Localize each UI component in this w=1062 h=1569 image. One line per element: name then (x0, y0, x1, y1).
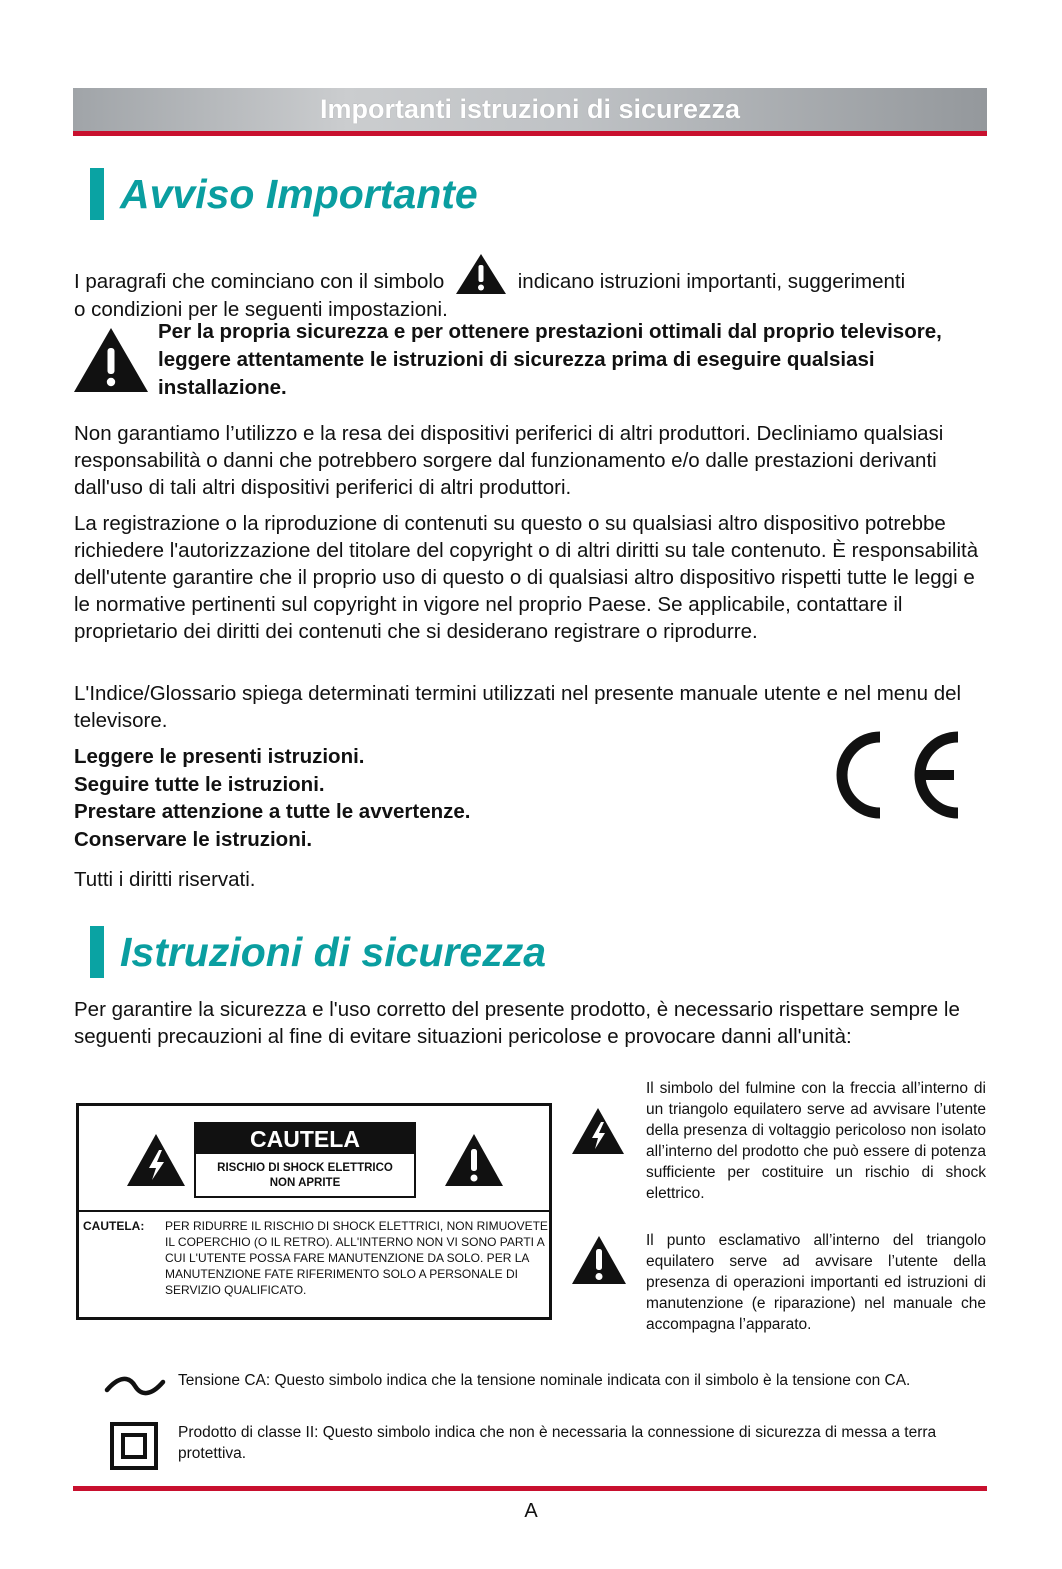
intro-text-after: indicano istruzioni importanti, suggerimenti (517, 270, 906, 293)
instruction-line: Seguire tutte le istruzioni. (74, 772, 325, 796)
warning-triangle-icon (570, 1234, 628, 1286)
caution-subtitle-line: NON APRITE (269, 1177, 341, 1189)
caution-title-box (194, 1122, 416, 1198)
page-header-title: Importanti istruzioni di sicurezza (319, 94, 741, 124)
page-header-bar (73, 88, 987, 136)
section-title-notice (90, 168, 478, 220)
footer-rule (73, 1486, 987, 1491)
ce-mark-icon (818, 725, 968, 825)
warning-triangle-icon (72, 326, 150, 394)
warning-triangle-icon (443, 1132, 505, 1188)
instruction-line: Prestare attenzione a tutte le avvertenze. (74, 800, 471, 823)
caution-subtitle (196, 1161, 414, 1191)
safety-intro: Per garantire la sicurezza e l'uso corretto del presente prodotto, è necessario rispettare sempre le seguenti precauzioni al fine di evitare situazioni pericolose e provocare danni all'unità: (74, 998, 960, 1048)
warning-triangle-icon (454, 252, 508, 296)
safety-warning-text: Per la propria sicurezza e per ottenere prestazioni ottimali dal proprio televisore, leggere attentamente le istruzioni di sicurezza prima di eseguire qualsiasi installazione. (158, 320, 942, 399)
page-number: A (524, 1500, 538, 1522)
section-accent-bar (90, 926, 104, 978)
lightning-triangle-icon (125, 1132, 187, 1188)
class-ii-icon (110, 1422, 158, 1470)
notice-paragraph-1: Non garantiamo l’utilizzo e la resa dei dispositivi periferici di altri produttori. Decliniamo qualsiasi responsabilità o danni che potrebbero sorgere dal funzionamento e/o dalle prestazioni derivanti dall'uso di tali altri dispositivi periferici di altri produttori. (74, 422, 944, 499)
caution-subtitle-line: RISCHIO DI SHOCK ELETTRICO (217, 1162, 393, 1174)
caution-label-box (76, 1103, 552, 1320)
instruction-line: Conservare le istruzioni. (74, 827, 313, 851)
class-ii-description: Prodotto di classe II: Questo simbolo indica che non è necessaria la connessione di sicurezza di messa a terra protettiva. (178, 1424, 937, 1462)
lightning-symbol-description: Il simbolo del fulmine con la freccia all’interno di un triangolo equilatero serve ad avvisare l’utente della presenza di voltaggio pericoloso non isolato all’interno del prodotto che può essere di potenza sufficiente per costituire un rischio di shock elettrico. (646, 1080, 986, 1202)
instructions-list (74, 743, 674, 853)
section-title-safety (90, 926, 546, 978)
notice-paragraph-3: L'Indice/Glossario spiega determinati termini utilizzati nel presente manuale utente e nel menu del televisore. (74, 682, 962, 732)
caution-title: CAUTELA (196, 1124, 414, 1154)
instruction-line: Leggere le presenti istruzioni. (74, 745, 365, 768)
section-accent-bar (90, 168, 104, 220)
section-heading: Avviso Importante (120, 170, 478, 217)
section-heading: Istruzioni di sicurezza (120, 928, 547, 975)
exclamation-symbol-description: Il punto esclamativo all’interno del triangolo equilatero serve ad avvisare l’utente della presenza di operazioni importanti ed istruzioni di manutenzione (e riparazione) nel manuale che accompagna l’apparato. (646, 1232, 986, 1333)
ac-wave-icon (104, 1374, 166, 1398)
intro-text-before: I paragrafi che cominciano con il simbolo (74, 270, 445, 293)
notice-paragraph-2: La registrazione o la riproduzione di contenuti su questo o su qualsiasi altro dispositivo potrebbe richiedere l'autorizzazione del titolare del copyright o di altri diritti su tale contenuto. È responsabilità dell'utente garantire che il proprio uso di questo o di qualsiasi altro dispositivo rispetti tutte le leggi e le normative pertinenti sul copyright in vigore nel proprio Paese. Se applicabile, contattare il proprietario dei diritti dei contenuti che si desiderano registrare o riprodurre. (74, 512, 979, 643)
intro-text-line2: o condizioni per le seguenti impostazioni. (74, 298, 448, 321)
lightning-triangle-icon (570, 1106, 626, 1156)
caution-text: PER RIDURRE IL RISCHIO DI SHOCK ELETTRICI, NON RIMUOVETE IL COPERCHIO (O IL RETRO). ALL'INTERNO NON VI SONO PARTI A CUI L'UTENTE POSSA FARE MANUTENZIONE DA SOLO. PER LA MANUTENZIONE FATE RIFERIMENTO SOLO A PERSONALE DI SERVIZIO QUALIFICATO. (165, 1219, 548, 1297)
caution-label: CAUTELA: (83, 1219, 145, 1233)
caution-divider (79, 1210, 549, 1212)
notice-intro (74, 252, 988, 323)
ac-voltage-description: Tensione CA: Questo simbolo indica che la tensione nominale indicata con il simbolo è la tensione con CA. (178, 1372, 911, 1389)
rights-reserved: Tutti i diritti riservati. (74, 868, 256, 891)
